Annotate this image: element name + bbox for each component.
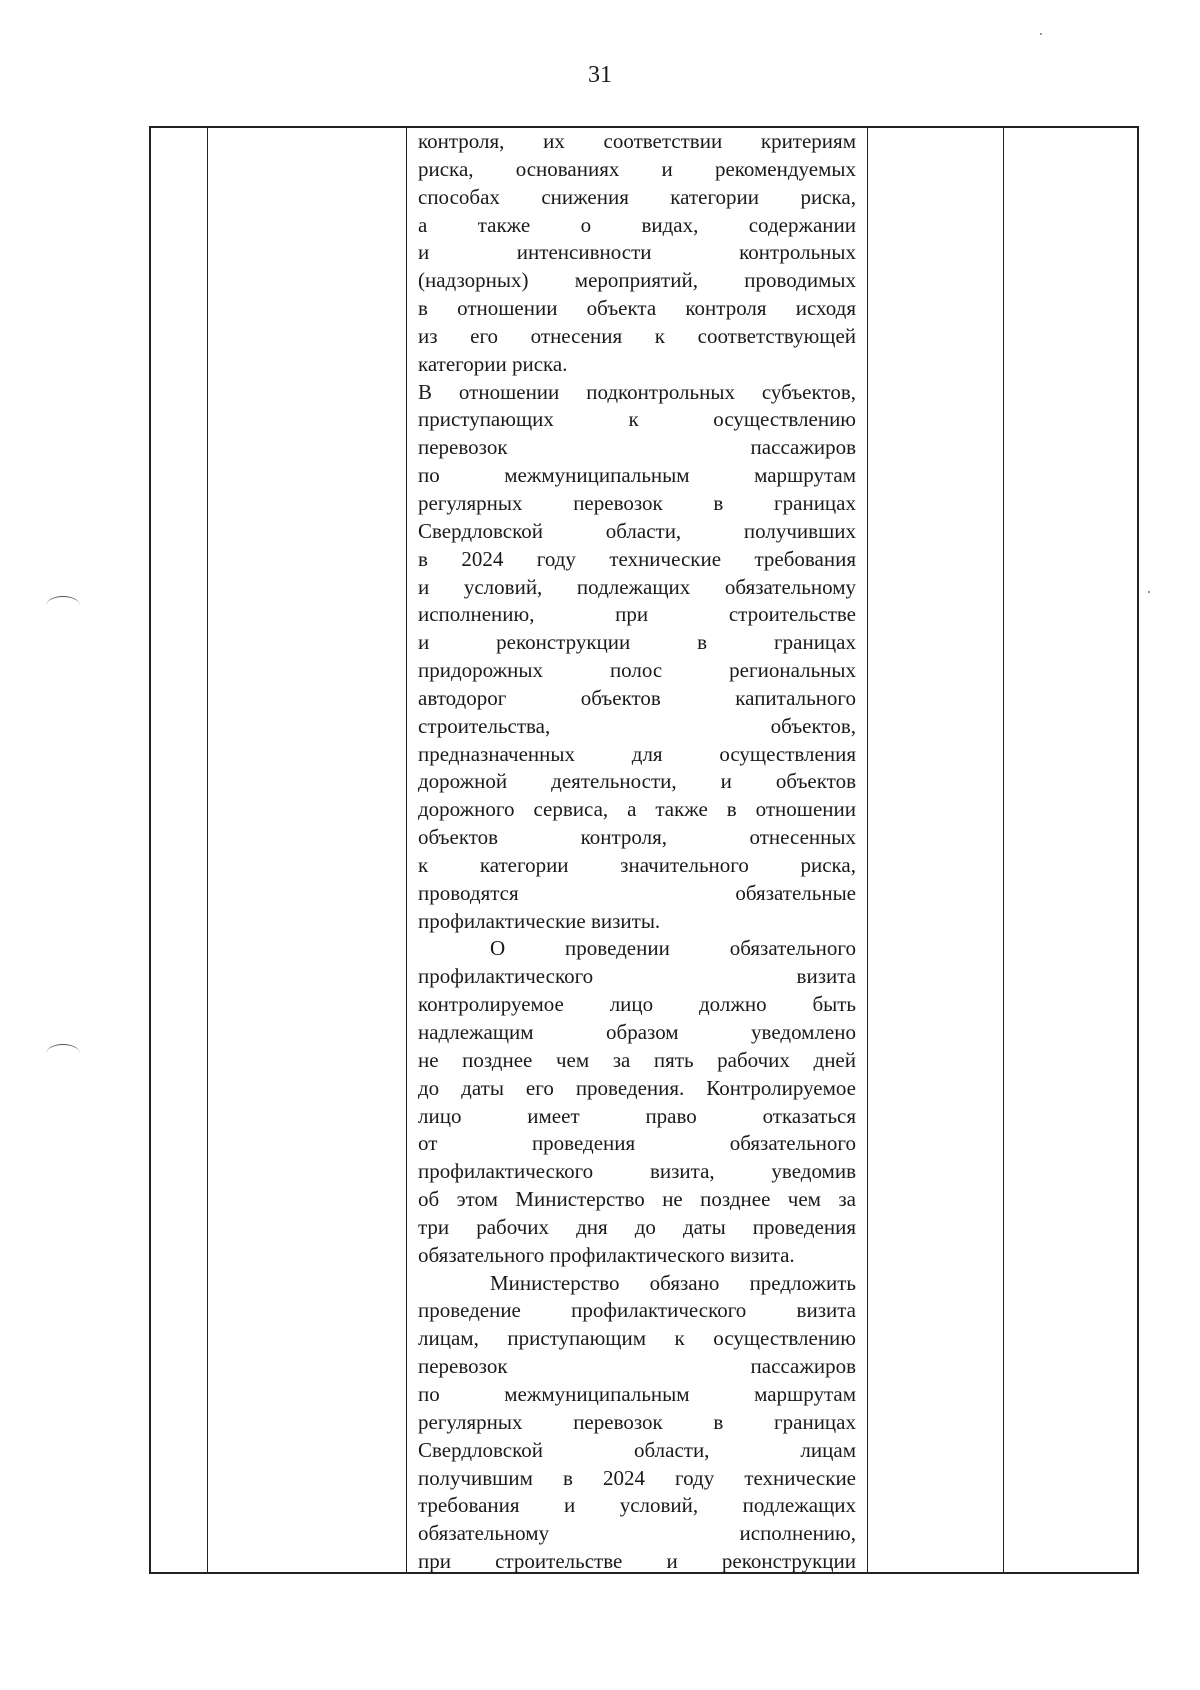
text-line: профилактического визита bbox=[418, 964, 856, 989]
text-line: в 2024 году технические требования bbox=[418, 546, 856, 571]
column-divider bbox=[406, 128, 407, 1572]
text-line: способах снижения категории риска, bbox=[418, 184, 856, 209]
text-line: получившим в 2024 году технические bbox=[418, 1465, 856, 1490]
text-line: контроля, их соответствии критериям bbox=[418, 129, 856, 153]
text-line: три рабочих дня до даты проведения bbox=[418, 1214, 856, 1239]
text-line: строительства, объектов, bbox=[418, 713, 856, 738]
text-line: об этом Министерство не позднее чем за bbox=[418, 1187, 856, 1212]
text-line: риска, основаниях и рекомендуемых bbox=[418, 156, 856, 181]
text-line: автодорог объектов капитального bbox=[418, 685, 856, 710]
text-line: регулярных перевозок в границах bbox=[418, 490, 856, 515]
text-line: профилактические визиты. bbox=[418, 908, 661, 933]
text-line: а также о видах, содержании bbox=[418, 212, 856, 237]
text-line: категории риска. bbox=[418, 351, 568, 376]
text-line: и условий, подлежащих обязательному bbox=[418, 574, 856, 599]
text-line: проведение профилактического визита bbox=[418, 1298, 856, 1323]
text-line: из его отнесения к соответствующей bbox=[418, 323, 856, 348]
text-line: исполнению, при строительстве bbox=[418, 602, 856, 627]
text-line: к категории значительного риска, bbox=[418, 852, 856, 877]
text-line: надлежащим образом уведомлено bbox=[418, 1020, 856, 1044]
table-cell-description bbox=[418, 128, 856, 1576]
text-line: в отношении объекта контроля исходя bbox=[418, 296, 856, 321]
text-line: предназначенных для осуществления bbox=[418, 741, 856, 766]
document-table bbox=[149, 126, 1139, 1574]
text-line: лицо имеет право отказаться bbox=[418, 1103, 856, 1128]
text-line: придорожных полос региональных bbox=[418, 658, 856, 683]
text-line: по межмуниципальным маршрутам bbox=[418, 463, 856, 488]
text-line: О проведении обязательного bbox=[490, 936, 856, 961]
scan-speck bbox=[1148, 591, 1150, 593]
text-line: контролируемое лицо должно быть bbox=[418, 992, 856, 1017]
text-line: В отношении подконтрольных субъектов, bbox=[418, 379, 856, 404]
text-line: перевозок пассажиров bbox=[418, 435, 856, 460]
text-line: требования и условий, подлежащих bbox=[418, 1493, 856, 1518]
binder-hole-mark-bottom bbox=[46, 1044, 80, 1063]
text-line: регулярных перевозок в границах bbox=[418, 1409, 856, 1434]
column-divider bbox=[1003, 128, 1004, 1572]
text-line: объектов контроля, отнесенных bbox=[418, 825, 856, 850]
column-divider bbox=[867, 128, 868, 1572]
text-line: при строительстве и реконструкции bbox=[418, 1549, 856, 1574]
binder-hole-mark-top bbox=[46, 596, 80, 615]
text-line: Свердловской области, лицам bbox=[418, 1437, 856, 1462]
page-number: 31 bbox=[588, 62, 612, 88]
text-line: дорожной деятельности, и объектов bbox=[418, 769, 856, 794]
text-line: от проведения обязательного bbox=[418, 1131, 856, 1156]
text-line: не позднее чем за пять рабочих дней bbox=[418, 1047, 856, 1072]
text-line: перевозок пассажиров bbox=[418, 1354, 856, 1379]
text-line: Свердловской области, получивших bbox=[418, 518, 856, 543]
text-line: приступающих к осуществлению bbox=[418, 407, 856, 432]
text-line: (надзорных) мероприятий, проводимых bbox=[418, 268, 856, 293]
column-divider bbox=[207, 128, 208, 1572]
text-line: Министерство обязано предложить bbox=[490, 1270, 856, 1295]
text-line: проводятся обязательные bbox=[418, 880, 856, 905]
text-line: обязательному исполнению, bbox=[418, 1521, 856, 1546]
text-line: профилактического визита, уведомив bbox=[418, 1159, 856, 1184]
scan-speck bbox=[1040, 33, 1042, 35]
text-line: и интенсивности контрольных bbox=[418, 240, 856, 265]
text-line: и реконструкции в границах bbox=[418, 630, 856, 655]
text-line: обязательного профилактического визита. bbox=[418, 1242, 795, 1267]
text-line: по межмуниципальным маршрутам bbox=[418, 1381, 856, 1406]
text-line: лицам, приступающим к осуществлению bbox=[418, 1326, 856, 1351]
text-line: до даты его проведения. Контролируемое bbox=[418, 1075, 856, 1100]
text-line: дорожного сервиса, а также в отношении bbox=[418, 797, 856, 822]
